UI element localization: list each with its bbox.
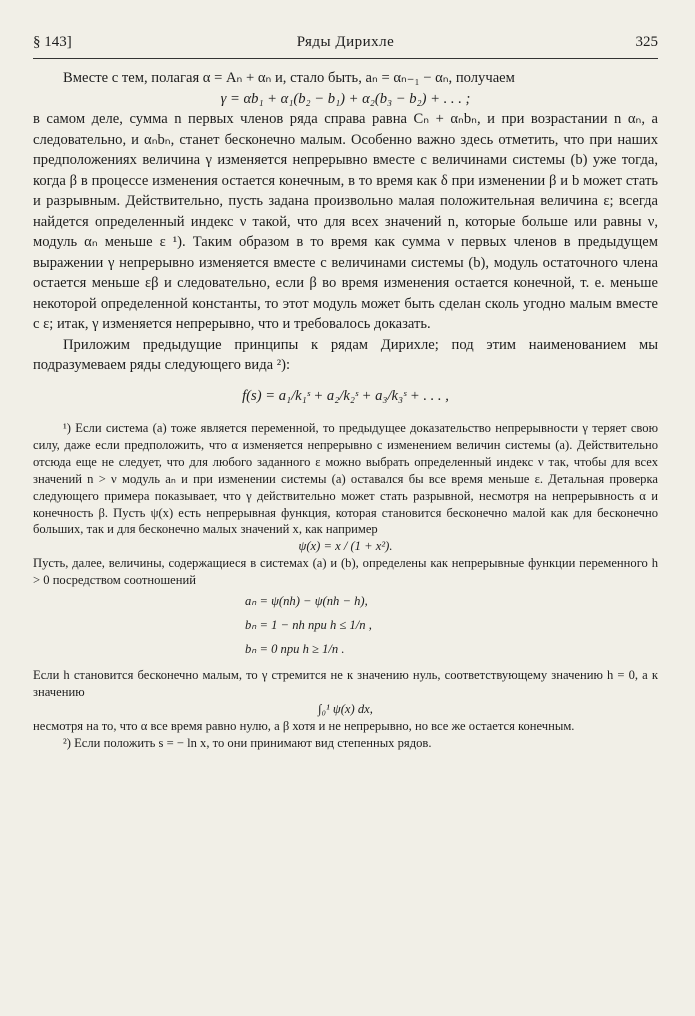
formula-b-n-2: bₙ = 0 при h ≥ 1/n . [245,642,345,657]
running-header [33,34,658,56]
footnotes [33,420,658,752]
page-title: Ряды Дирихле [296,34,395,50]
header-rule [33,58,658,59]
footnote-2: ²) Если положить s = − ln x, то они принимают вид степенных рядов. [63,735,432,750]
formula-psi: ψ(x) = x / (1 + x²). [298,539,393,554]
page-number: 325 [635,34,658,50]
formula-dirichlet-series: f(s) = a₁/k₁ˢ + a₂/k₂ˢ + a₃/k₃ˢ + . . . , [242,387,449,404]
formula-integral: ∫₀¹ ψ(x) dx, [318,701,373,716]
footnote-text: несмотря на то, что α все время равно нулю, а β хотя и не непрерывно, но все же остается конечным. [33,718,575,733]
formula-b-n-1: bₙ = 1 − nh при h ≤ 1/n , [245,618,372,633]
footnote-text: Если h становится бесконечно малым, то γ стремится не к значению нуль, соответствующему значению h = 0, а к значению [33,668,658,699]
formula-system [245,593,658,665]
paragraph: в самом деле, сумма n первых членов ряда справа равна Cₙ + αₙbₙ, и при возрастании n αₙ, а следовательно, и αₙbₙ, станет бесконечно малым. Особенно важно здесь отметить, что при наших предположениях величина γ изменяется непрерывно вместе с величинами системы (b) уже тогда, когда β в процессе изменения остается конечным, в то время как δ при изменении β и b может стать и разрывным. Действительно, пусть задана произвольно малая положительная величина ε; всегда найдется определенный индекс ν такой, что для всех значений n, которые больше или равны ν, модуль αₙ меньше ε ¹). Таким образом в то время как сумма ν первых членов в предыдущем выражении γ непрерывно изменяется вместе с величинами системы (b), модуль остаточного члена остается меньше εβ и следовательно, если β во время изменения остается конечной, т. е. меньше некоторой определенной константы, то этот модуль может быть сделан сколь угодно малым вместе с ε; итак, γ изменяется непрерывно, что и требовалось доказать. [33,111,658,332]
formula-a-n: aₙ = ψ(nh) − ψ(nh − h), [245,594,368,609]
section-number: § 143] [33,34,72,50]
paragraph: Вместе с тем, полагая α = Aₙ + αₙ и, стало быть, aₙ = αₙ₋₁ − αₙ, получаем [63,70,515,86]
formula-gamma: γ = αb₁ + α₁(b₂ − b₁) + α₂(b₃ − b₂) + . . . ; [220,90,471,107]
footnote-text: Пусть, далее, величины, содержащиеся в системах (a) и (b), определены как непрерывные функции переменного h > 0 посредством соотношений [33,556,658,588]
footnote-1: ¹) Если система (a) тоже является переменной, то предыдущее доказательство непрерывности γ теряет свою силу, даже если предположить, что α изменяется непрерывно с изменением величин системы (a). Действительно отсюда еще не следует, что для любого заданного ε можно выбрать определенный индекс ν так, чтобы для всех значений n > ν модуль aₙ и при изменении системы (a) оставался бы все время меньше ε. Детальная проверка следующего примера показывает, что γ действительно может стать разрывной, несмотря на непрерывность α и конечность β. Пусть ψ(x) есть непрерывная функция, которая становится бесконечно малой как для бесконечно больших, так и для бесконечно малых значений x, как например [33,421,658,537]
paragraph: Приложим предыдущие принципы к рядам Дирихле; под этим наименованием мы подразумеваем ряды следующего вида ²): [33,336,658,373]
main-text [33,68,658,752]
